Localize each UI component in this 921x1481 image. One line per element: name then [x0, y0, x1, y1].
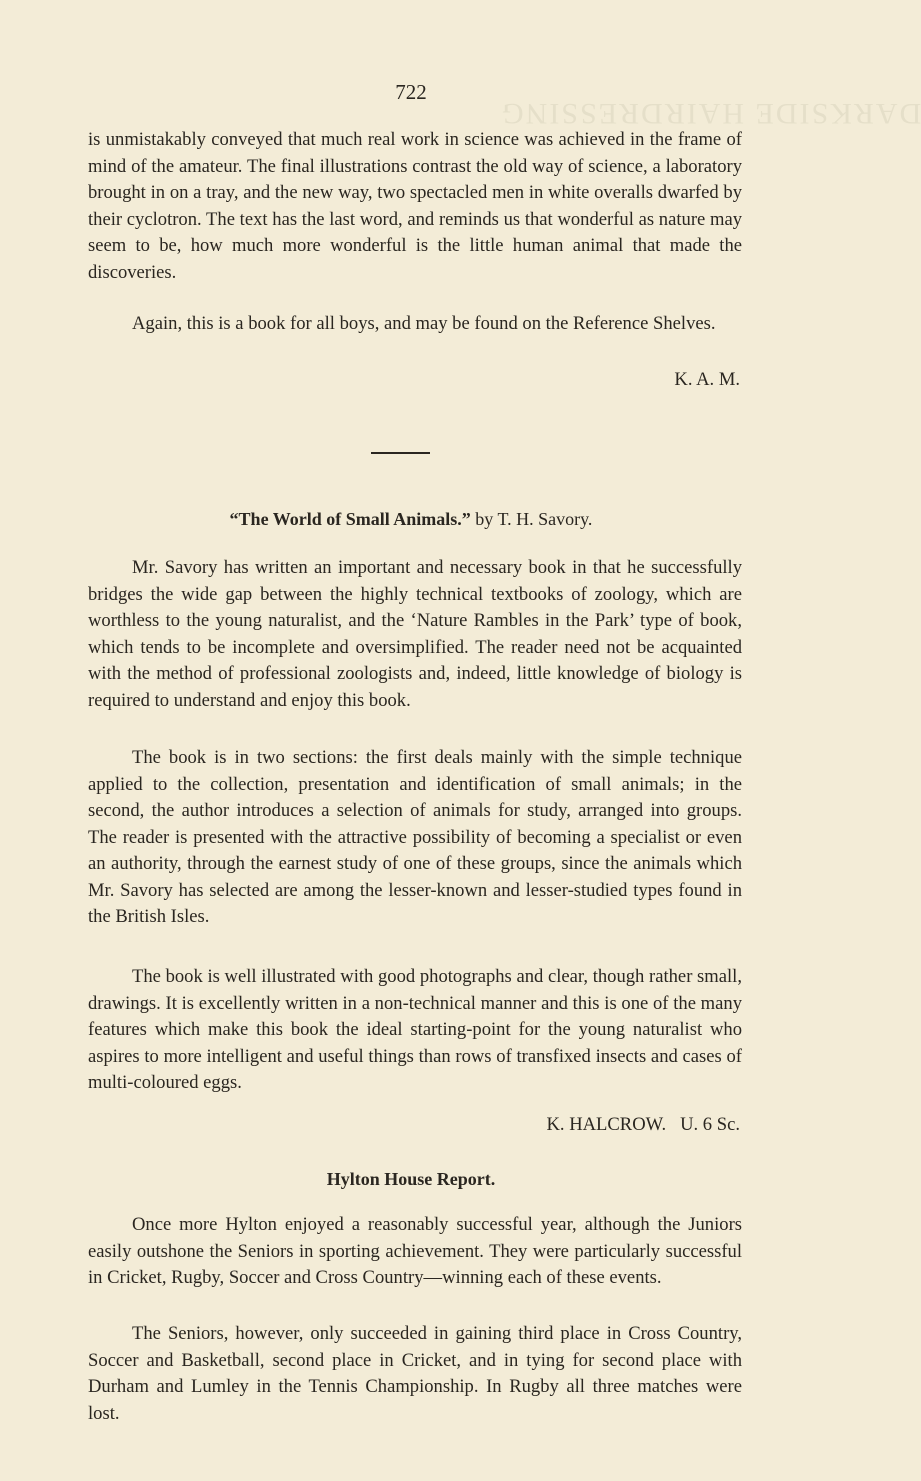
review1-text [88, 127, 742, 286]
report-text-2 [88, 1321, 742, 1427]
report-paragraph-2: The Seniors, however, only succeeded in gaining third place in Cross Country, Soccer and Basketball, second place in Cricket, and in tying for second place with Durham and Lumley in the Tennis Championship. In Rugby all three matches were lost. [88, 1323, 742, 1424]
report-text-1 [88, 1212, 742, 1292]
page-number: 722 [395, 80, 427, 104]
report-title: Hylton House Report. [326, 1169, 496, 1189]
review2-paragraph-3: The book is well illustrated with good photographs and clear, though rather small, drawings. It is excellently written in a non-technical manner and this is one of the many features which make this book the ideal starting-point for the young naturalist who aspires to more intelligent and useful things than rows of transfixed insects and cases of multi-coloured eggs. [88, 966, 742, 1093]
show-through-text: DARKSIDE HAIRDRESSING [500, 97, 921, 130]
review1-signature: K. A. M. [674, 369, 740, 390]
review2-text-3 [88, 964, 742, 1097]
review2-paragraph-1: Mr. Savory has written an important and necessary book in that he successfully bridges the wide gap between the highly technical textbooks of zoology, which are worthless to the young naturalist, and the ‘Nature Rambles in the Park’ type of book, which tends to be incomplete and oversimplified. The reader need not be acquainted with the method of professional zoologists and, indeed, little knowledge of biology is required to understand and enjoy this book. [88, 557, 742, 711]
review2-byline: by T. H. Savory. [475, 509, 593, 529]
review2-title: “The World of Small Animals.” [229, 509, 471, 529]
review2-signature: K. HALCROW. U. 6 Sc. [546, 1114, 740, 1135]
review2-heading [0, 509, 822, 530]
review2-text-1 [88, 555, 742, 714]
section-divider [371, 452, 430, 454]
review1-paragraph-1: is unmistakably conveyed that much real work in science was achieved in the frame of mind of the amateur. The final illustrations contrast the old way of science, a laboratory brought in on a tray, and the new way, two spectacled men in white overalls dwarfed by their cyclotron. The text has the last word, and reminds us that wonderful as nature may seem to be, how much more wonderful is the little human animal that made the discoveries. [88, 129, 742, 283]
review2-paragraph-2: The book is in two sections: the first deals mainly with the simple technique applied to the collection, presentation and identification of small animals; in the second, the author introduces a selection of animals for study, arranged into groups. The reader is presented with the attractive possibility of becoming a specialist or even an authority, through the earnest study of one of these groups, since the animals which Mr. Savory has selected are among the lesser-known and lesser-studied types found in the British Isles. [88, 747, 742, 927]
review2-text-2 [88, 745, 742, 931]
review1-paragraph-2: Again, this is a book for all boys, and may be found on the Reference Shelves. [132, 313, 716, 334]
report-paragraph-1: Once more Hylton enjoyed a reasonably successful year, although the Juniors easily outshone the Seniors in sporting achievement. They were particularly successful in Cricket, Rugby, Soccer and Cross Country—winning each of these events. [88, 1214, 742, 1288]
review1-text-2 [88, 311, 742, 338]
